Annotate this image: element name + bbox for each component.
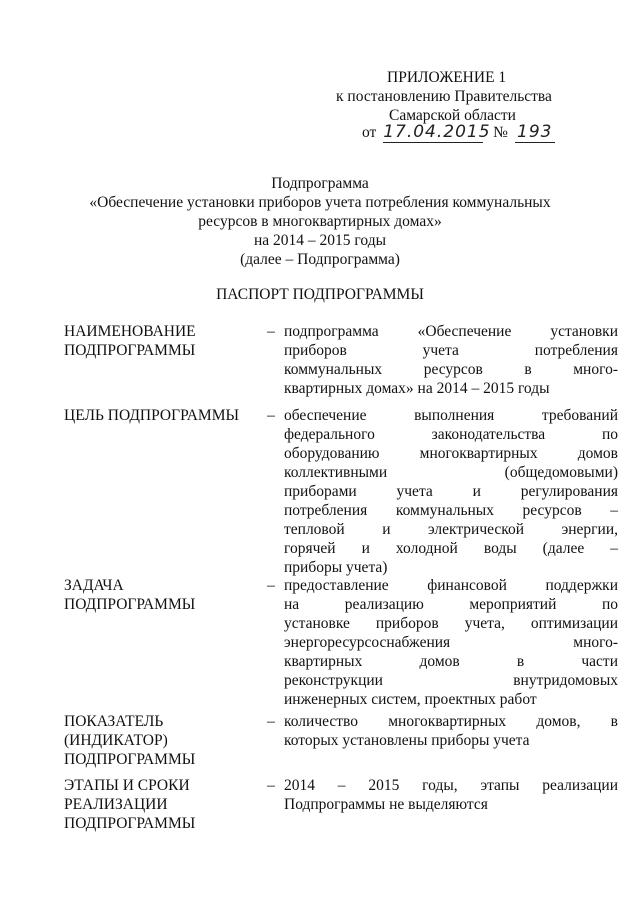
row-text: количество многоквартирных домов, в которых установлены приборы учета — [284, 713, 618, 749]
row-dash: – — [267, 323, 275, 340]
subprogram-title-line2: «Обеспечение установки приборов учета потребления коммунальных — [89, 194, 551, 211]
row-text: 2014 – 2015 годы, этапы реализации Подпрограммы не выделяются — [284, 777, 618, 813]
number-label: № — [493, 124, 508, 141]
row-label: ПОКАЗАТЕЛЬ (ИНДИКАТОР) ПОДПРОГРАММЫ — [64, 713, 196, 768]
appendix-label: ПРИЛОЖЕНИЕ 1 — [387, 69, 507, 86]
subprogram-title-line1: Подпрограмма — [271, 175, 369, 192]
handwritten-number: 193 — [515, 123, 555, 143]
date-number-line — [362, 123, 555, 143]
row-dash: – — [267, 577, 275, 594]
row-label: НАИМЕНОВАНИЕ ПОДПРОГРАММЫ — [64, 323, 196, 359]
subprogram-title-line3: ресурсов в многоквартирных домах» — [198, 213, 442, 230]
row-label: ЭТАПЫ И СРОКИ РЕАЛИЗАЦИИ ПОДПРОГРАММЫ — [64, 777, 196, 832]
row-label: ЦЕЛЬ ПОДПРОГРАММЫ — [64, 407, 240, 424]
region-line: Самарской области — [389, 107, 516, 124]
passport-heading: ПАСПОРТ ПОДПРОГРАММЫ — [216, 286, 424, 303]
row-text: обеспечение выполнения требований федерального законодательства по оборудованию многоквартирных домов коллективными (общедомовыми) приборами учета и регулирования потребления коммунальных ресурсов – тепловой и электрической энергии, горячей и холодной воды (далее – приборы учета) — [284, 407, 618, 576]
row-label: ЗАДАЧА ПОДПРОГРАММЫ — [64, 577, 196, 613]
subprogram-title-line4: на 2014 – 2015 годы — [254, 232, 386, 249]
resolution-line: к постановлению Правительства — [336, 88, 552, 105]
row-dash: – — [267, 713, 275, 730]
row-dash: – — [267, 777, 275, 794]
handwritten-date: 17.04.2015 — [383, 122, 491, 142]
subprogram-title-line5: (далее – Подпрограмма) — [240, 251, 400, 268]
row-text: предоставление финансовой поддержки на реализацию мероприятий по установке приборов учета, оптимизации энергоресурсоснабжения много- квартирных домов в части реконструкции внутридомовых инженерных систем, проектных работ — [284, 577, 618, 708]
row-text: подпрограмма «Обеспечение установки приборов учета потребления коммунальных ресурсов в много- квартирных домах» на 2014 – 2015 годы — [284, 323, 618, 397]
from-label: от — [362, 124, 377, 141]
row-dash: – — [267, 407, 275, 424]
